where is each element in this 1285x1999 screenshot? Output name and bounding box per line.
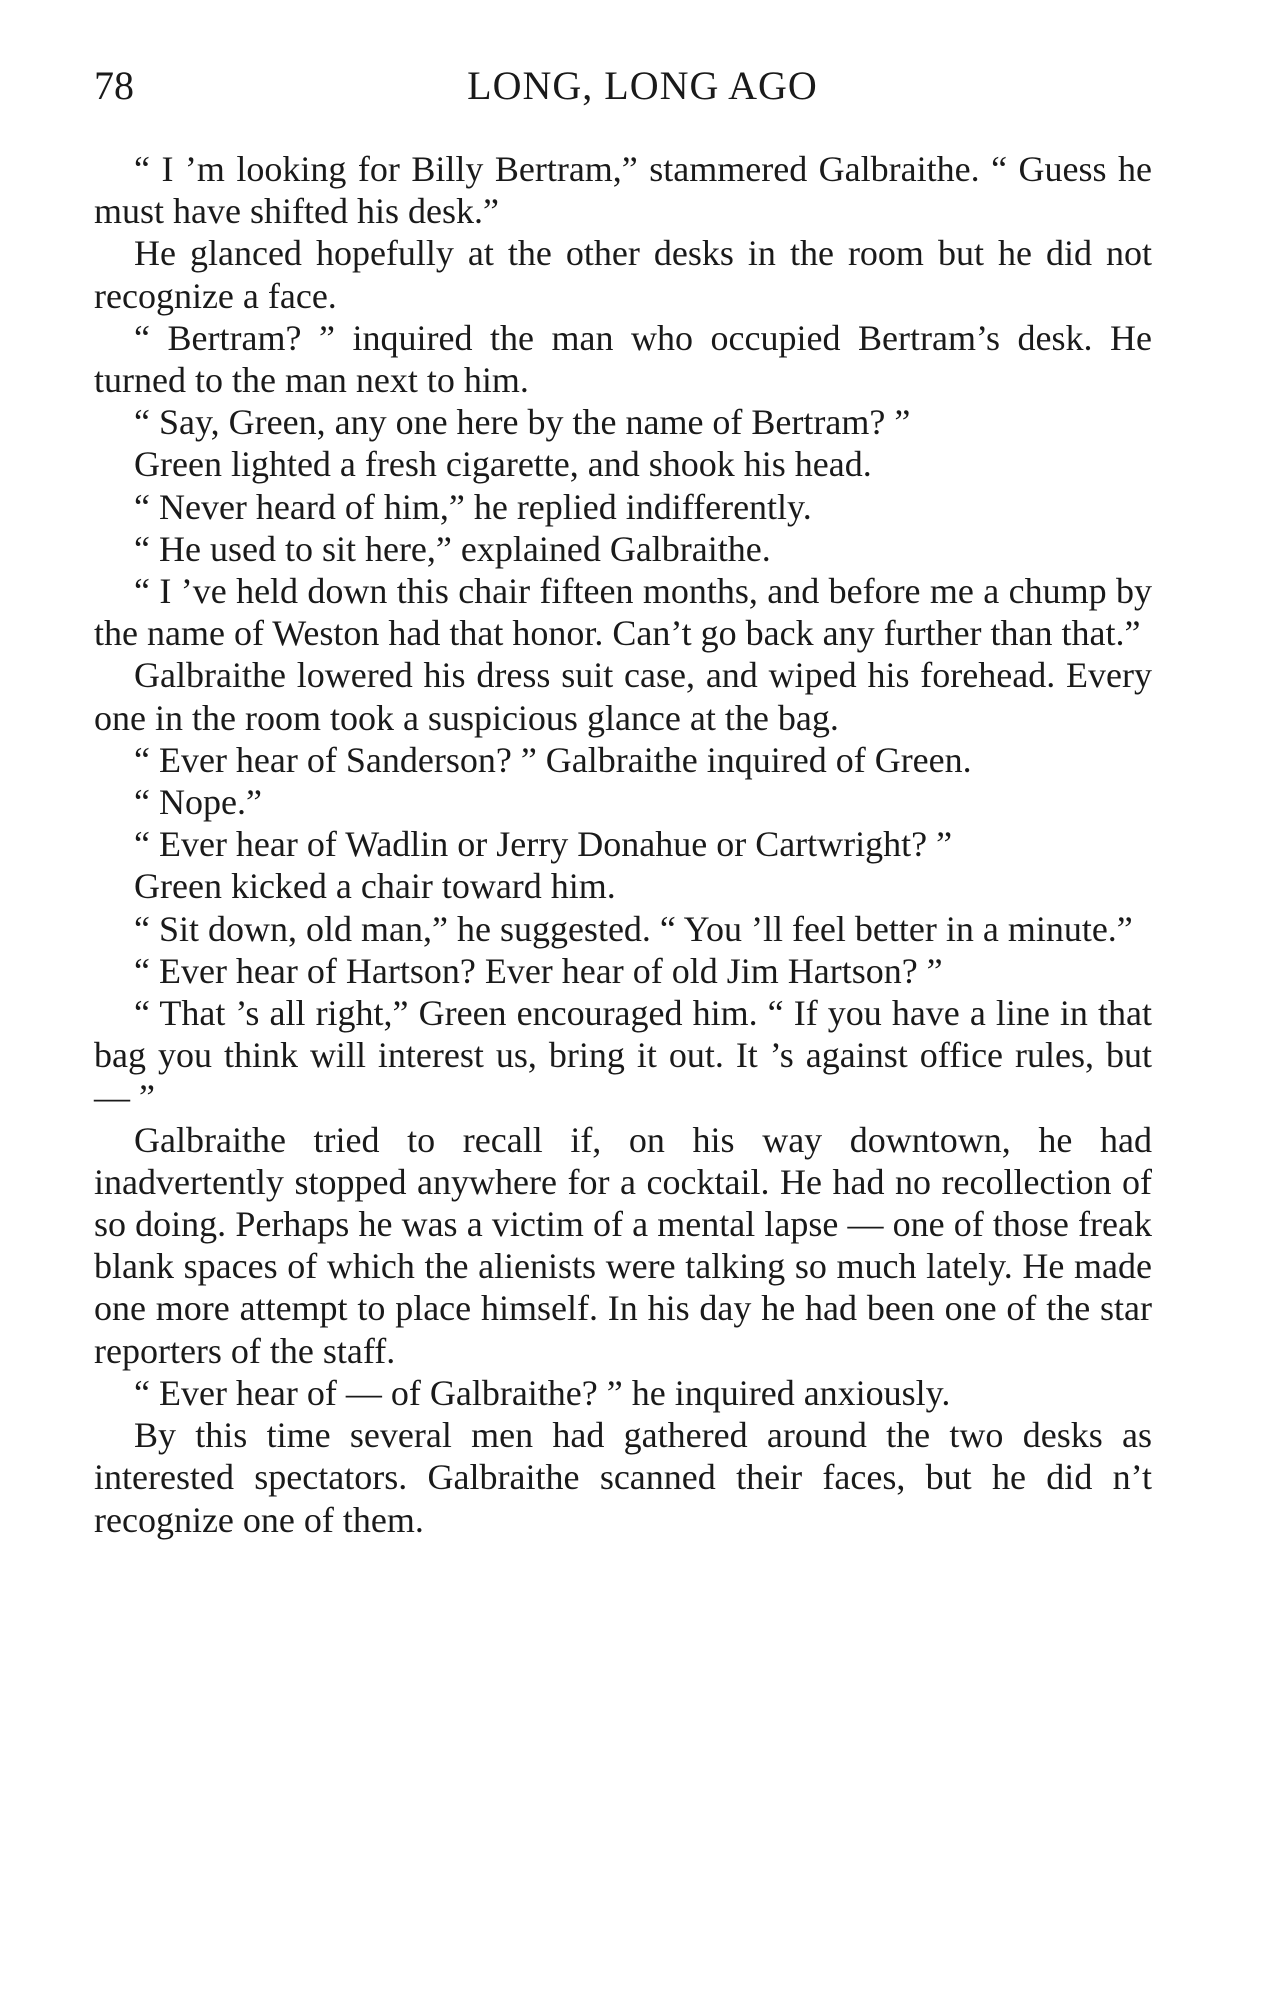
paragraph: “ That ’s all right,” Green encouraged him. “ If you have a line in that bag you think will interest us, bring it out. It ’s against office rules, but — ” (94, 993, 1152, 1118)
paragraph: “ Ever hear of Sanderson? ” Galbraithe inquired of Green. (134, 739, 972, 780)
paragraph: By this time several men had gathered around the two desks as interested spectators. Galbraithe scanned their faces, but he did n’t recognize one of them. (94, 1415, 1152, 1540)
paragraph: “ Ever hear of Hartson? Ever hear of old Jim Hartson? ” (134, 950, 943, 991)
paragraph: “ He used to sit here,” explained Galbraithe. (134, 528, 771, 569)
paragraph: “ I ’ve held down this chair fifteen months, and before me a chump by the name of Weston had that honor. Can’t go back any further than that.” (94, 571, 1152, 654)
body-text (94, 148, 1152, 1541)
page-number: 78 (94, 63, 134, 108)
paragraph: “ Say, Green, any one here by the name of Bertram? ” (134, 402, 911, 443)
paragraph: “ Never heard of him,” he replied indifferently. (134, 486, 812, 527)
paragraph: “ Nope.” (134, 782, 262, 823)
paragraph: He glanced hopefully at the other desks in the room but he did not recognize a face. (94, 233, 1152, 316)
paragraph: “ Bertram? ” inquired the man who occupied Bertram’s desk. He turned to the man next to him. (94, 317, 1152, 401)
paragraph: “ Sit down, old man,” he suggested. “ You ’ll feel better in a minute.” (134, 908, 1133, 949)
running-title: LONG, LONG AGO (467, 63, 818, 108)
paragraph: “ Ever hear of Wadlin or Jerry Donahue or Cartwright? ” (134, 824, 953, 865)
paragraph: Galbraithe tried to recall if, on his way downtown, he had inadvertently stopped anywhere for a cocktail. He had no recollection of so doing. Perhaps he was a victim of a mental lapse — one of those freak blank spaces of which the alienists were talking so much lately. He made one more attempt to place himself. In his day he had been one of the star reporters of the staff. (94, 1119, 1152, 1371)
paragraph: “ Ever hear of — of Galbraithe? ” he inquired anxiously. (134, 1372, 951, 1413)
paragraph: Galbraithe lowered his dress suit case, and wiped his forehead. Every one in the room took a suspicious glance at the bag. (94, 655, 1152, 738)
paragraph: Green kicked a chair toward him. (134, 866, 616, 907)
paragraph: “ I ’m looking for Billy Bertram,” stammered Galbraithe. “ Guess he must have shifted his desk.” (94, 149, 1152, 232)
paragraph: Green lighted a fresh cigarette, and shook his head. (134, 444, 872, 485)
